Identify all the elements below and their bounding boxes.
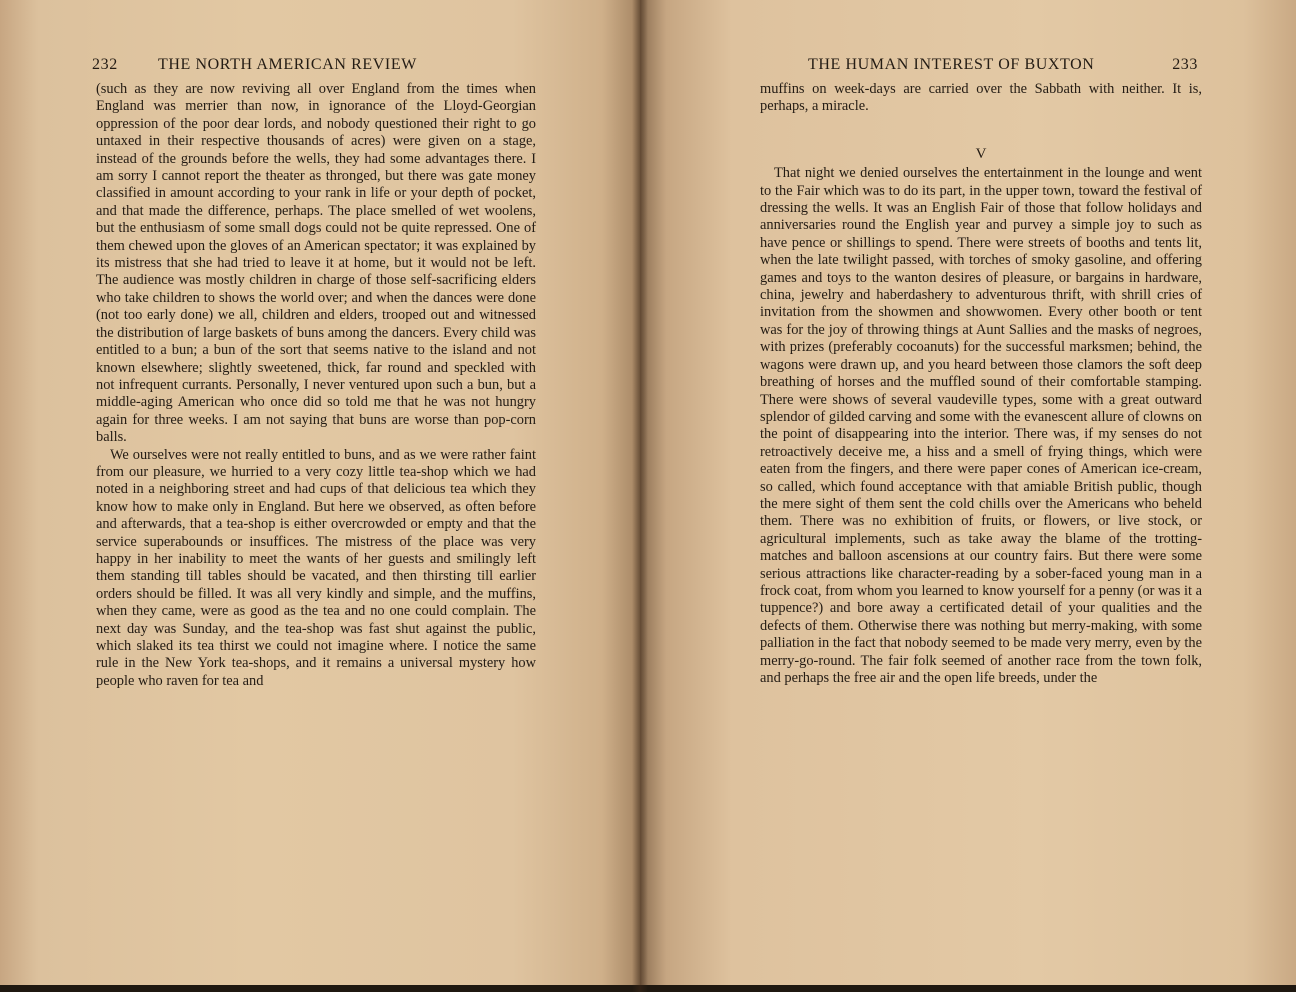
left-paragraph-2: We ourselves were not really entitled to buns, and as we were rather faint from our pleasure, we hurried to a very cozy little tea-shop which we had noted in a neighboring street and had cups of that delicious tea which they know how to make only in England. But here we observed, as often before and afterwards, that a tea-shop is either overcrowded or empty and that the service superabounds or insuffices. The mistress of the place was very happy in her inability to meet the wants of her guests and smilingly left them standing till tables should be vacated, and then thirsting till earlier orders should be filled. It was all very kindly and simple, and the muffins, when they came, were as good as the tea and no one could complain. The next day was Sunday, and the tea-shop was fast shut against the public, which slaked its tea thirst we could not imagine where. I notice the same rule in the New York tea-shops, and it remains a universal mystery how people who raven for tea and (96, 446, 536, 689)
left-body-text (96, 81, 536, 690)
book-gutter (632, 0, 648, 992)
right-page-number: 233 (1172, 56, 1198, 73)
left-page (0, 0, 640, 985)
section-heading: V (975, 145, 987, 162)
right-page (640, 0, 1296, 985)
right-body-text (760, 81, 1202, 687)
right-running-title: THE HUMAN INTEREST OF BUXTON (808, 56, 1095, 73)
right-paragraph-1: That night we denied ourselves the entertainment in the lounge and went to the Fair which was to do its part, in the upper town, toward the festival of dressing the wells. It was an English Fair of those that follow holidays and anniversaries round the English year and purvey a simple joy to such as have pence or shillings to spend. There were streets of booths and tents lit, when the late twilight passed, with torches of smoky gasoline, and offering games and toys to the wanton desires of pleasure, or bargains in hardware, china, jewelry and haberdashery to adventurous thrift, with shrill cries of invitation from the showmen and showwomen. Every other booth or tent was for the joy of throwing things at Aunt Sallies and the masks of negroes, with prizes (preferably cocoanuts) for the successful marksmen; behind, the wagons were drawn up, and you heard between those clamors the soft deep breathing of horses and the muffled sound of their comfortable stamping. There were shows of several vaudeville types, some with a great outward splendor of gilded carving and some with the evanescent allure of clowns on the point of disappearing into the interior. There was, if my senses do not retroactively deceive me, a hiss and a smell of frying things, which were eaten from the fingers, and there were paper cones of American ice-cream, so called, which found acceptance with that amiable British public, though the mere sight of them sent the cold chills over the Americans who beheld them. There was no exhibition of fruits, or flowers, or live stock, or agricultural implements, such as take away the blame of the trotting-matches and balloon ascensions at our country fairs. But there were some serious attractions like character-reading by a sober-faced young man in a frock coat, from whom you learned to know yourself for a penny (or was it a tuppence?) and bore away a certificated detail of your qualities and the defects of them. Otherwise there was nothing but merry-making, with some palliation in the fact that nobody seemed to be made very merry, even by the merry-go-round. The fair folk seemed of another race from the town folk, and perhaps the free air and the open life breeds, under the (760, 165, 1202, 686)
left-running-title: THE NORTH AMERICAN REVIEW (158, 56, 417, 73)
right-continuation: muffins on week-days are carried over the Sabbath with neither. It is, perhaps, a miracle. (760, 81, 1202, 115)
left-page-number: 232 (92, 56, 118, 73)
left-paragraph-1: (such as they are now reviving all over England from the times when England was merrier than now, in ignorance of the Lloyd-Georgian oppression of the poor dear lords, and nobody questioned their right to go untaxed in their respective thousands of acres) were given on a stage, instead of the grounds before the wells, they had some advantages there. I am sorry I cannot report the theater as thronged, but there was gate money classified in amount according to your rank in life or your depth of pocket, and that made the difference, perhaps. The place smelled of wet woolens, but the enthusiasm of some small dogs could not be quite repressed. One of them chewed upon the gloves of an American spectator; it was explained by its mistress that she had tried to leave it at home, but it would not be left. The audience was mostly children in charge of those self-sacrificing elders who take children to shows the world over; and when the dances were done (not too early done) we all, children and elders, trooped out and witnessed the distribution of large baskets of buns among the dancers. Every child was entitled to a bun; a bun of the sort that seems native to the island and not known elsewhere; slightly sweetened, thick, far round and speckled with not infrequent currants. Personally, I never ventured upon such a bun, but a middle-aging American who once did so told me that he was not hungry again for three weeks. I am not saying that buns are worse than pop-corn balls. (96, 81, 536, 446)
